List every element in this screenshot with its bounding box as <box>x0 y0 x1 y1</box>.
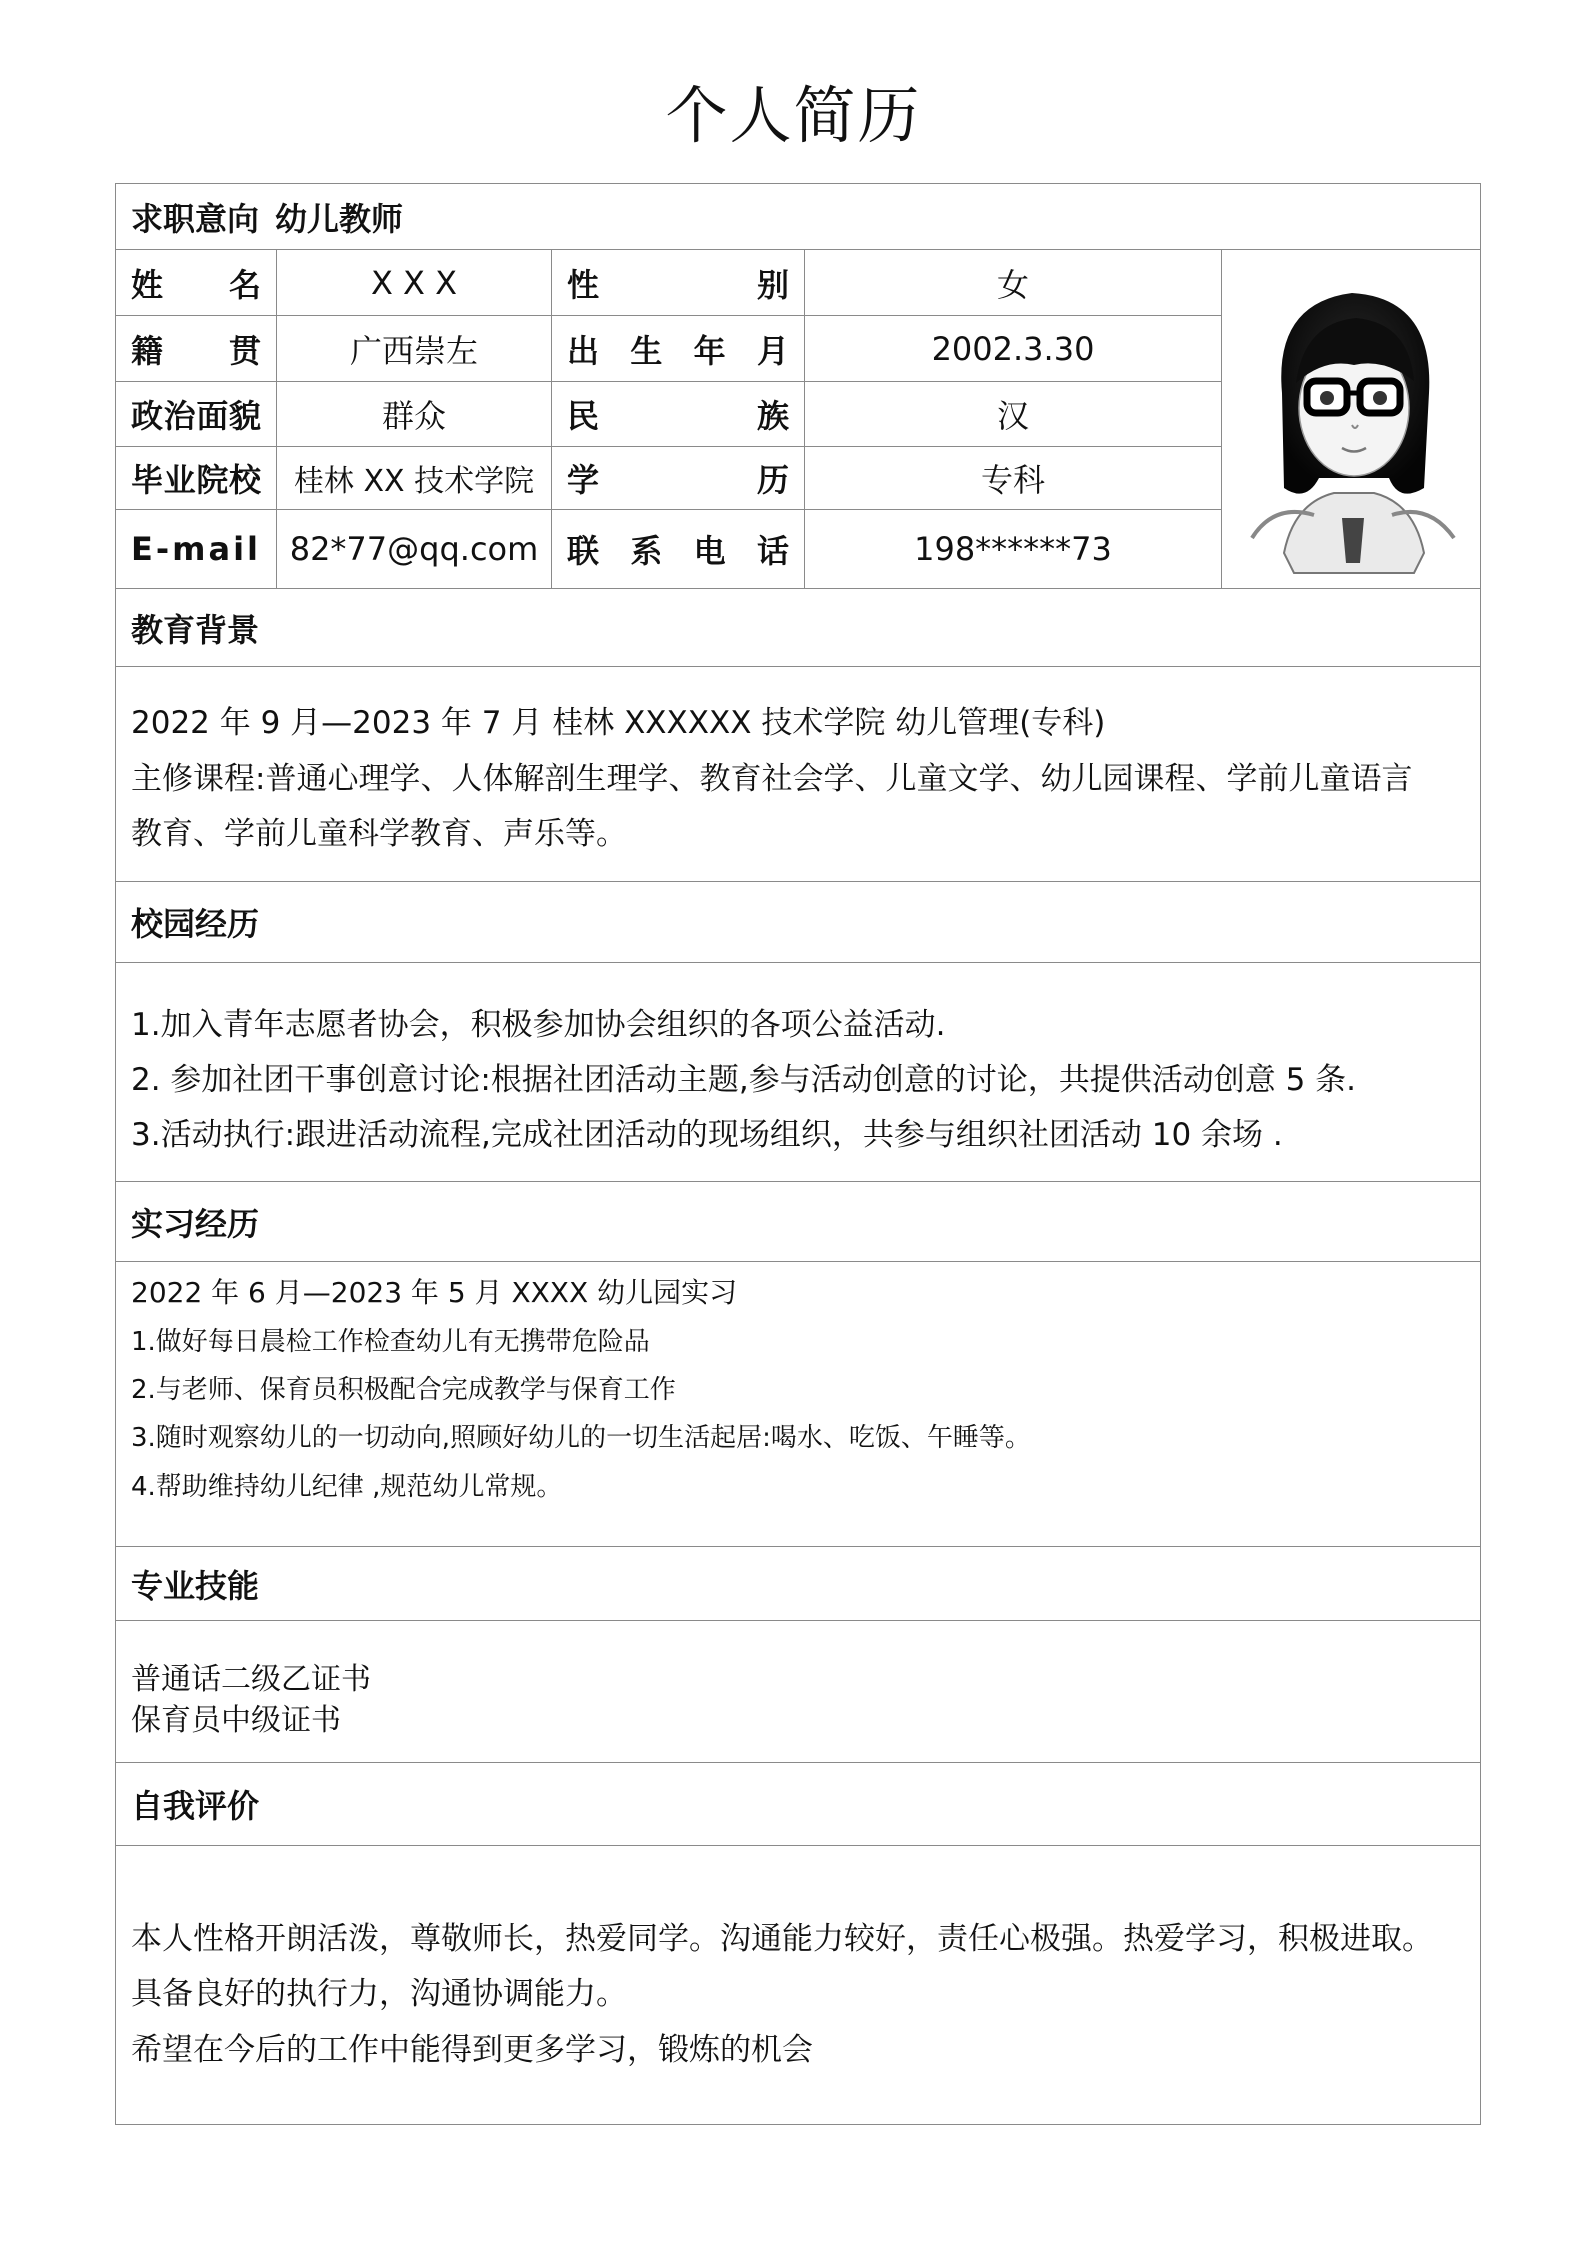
internship-line: 3.随时观察幼儿的一切动向,照顾好幼儿的一切生活起居:喝水、吃饭、午睡等。 <box>131 1423 1031 1453</box>
email-label: E-mail <box>131 530 262 568</box>
education-line: 教育、学前儿童科学教育、声乐等。 <box>131 816 627 852</box>
label-char: 政 <box>131 397 164 435</box>
gender-label <box>552 250 804 315</box>
label-char: 系 <box>630 532 663 570</box>
internship-line: 2.与老师、保育员积极配合完成教学与保育工作 <box>131 1375 676 1405</box>
divider <box>115 666 1481 667</box>
label-char: 别 <box>756 265 789 304</box>
label-char: 生 <box>630 331 663 370</box>
skills-heading: 专业技能 <box>131 1566 260 1605</box>
job-intent <box>131 184 403 249</box>
phone-label <box>552 510 804 588</box>
label-char: 民 <box>567 397 600 435</box>
divider <box>1221 249 1222 588</box>
cartoon-girl-icon <box>1224 253 1480 587</box>
label-char: 月 <box>756 331 789 370</box>
job-intent-label: 求职意向 <box>131 199 260 238</box>
school-value: 桂林 XX 技术学院 <box>293 464 535 499</box>
label-char: 貌 <box>228 397 261 435</box>
degree-label <box>552 447 804 509</box>
origin-value: 广西崇左 <box>349 331 478 370</box>
label-char: 姓 <box>131 265 164 304</box>
name-label <box>116 250 276 315</box>
internship-heading: 实习经历 <box>131 1204 260 1243</box>
label-char: 面 <box>196 397 229 435</box>
internship-line: 1.做好每日晨检工作检查幼儿有无携带危险品 <box>131 1327 650 1357</box>
campus-line: 1.加入青年志愿者协会，积极参加协会组织的各项公益活动. <box>131 1007 946 1043</box>
education-line: 2022 年 9 月—2023 年 7 月 桂林 XXXXXX 技术学院 幼儿管理(专科) <box>131 705 1106 741</box>
divider <box>115 1261 1481 1262</box>
internship-line: 4.帮助维持幼儿纪律 ,规范幼儿常规。 <box>131 1472 563 1502</box>
divider <box>115 881 1481 882</box>
label-char: 年 <box>693 331 726 370</box>
divider <box>115 1546 1481 1547</box>
evaluation-heading: 自我评价 <box>131 1787 260 1825</box>
divider <box>115 1845 1481 1846</box>
label-char: 性 <box>567 265 600 304</box>
divider <box>115 1762 1481 1763</box>
label-char: 籍 <box>131 331 164 370</box>
label-char: 业 <box>163 461 196 499</box>
label-char: 名 <box>228 265 261 304</box>
education-heading: 教育背景 <box>131 610 260 649</box>
label-char: 联 <box>567 532 600 570</box>
campus-line: 2. 参加社团干事创意讨论:根据社团活动主题,参与活动创意的讨论，共提供活动创意 5 条. <box>131 1062 1357 1098</box>
politics-value: 群众 <box>381 397 446 435</box>
job-intent-value: 幼儿教师 <box>275 199 404 238</box>
birth-value: 2002.3.30 <box>931 329 1095 368</box>
label-char: 贯 <box>228 331 261 370</box>
label-char: 电 <box>693 532 726 570</box>
label-char: 毕 <box>131 461 164 499</box>
name-value: X X X <box>370 263 458 302</box>
phone-value: 198******73 <box>914 530 1112 568</box>
evaluation-line: 本人性格开朗活泼，尊敬师长，热爱同学。沟通能力较好，责任心极强。热爱学习，积极进取。 <box>131 1921 1433 1957</box>
campus-heading: 校园经历 <box>131 905 260 943</box>
school-label <box>116 447 276 509</box>
evaluation-line: 具备良好的执行力，沟通协调能力。 <box>131 1976 627 2012</box>
label-char: 话 <box>756 532 789 570</box>
education-line: 主修课程:普通心理学、人体解剖生理学、教育社会学、儿童文学、幼儿园课程、学前儿童语言 <box>131 761 1413 797</box>
origin-label <box>116 316 276 381</box>
divider <box>115 1181 1481 1182</box>
ethnic-value: 汉 <box>996 397 1029 435</box>
label-char: 治 <box>163 397 196 435</box>
ethnic-label <box>552 382 804 446</box>
email-value: 82*77@qq.com <box>289 530 539 568</box>
label-char: 出 <box>567 331 600 370</box>
label-char: 校 <box>228 461 261 499</box>
campus-line: 3.活动执行:跟进活动流程,完成社团活动的现场组织，共参与组织社团活动 10 余场 . <box>131 1117 1283 1153</box>
page-title: 个人简历 <box>665 79 922 152</box>
skill-item: 普通话二级乙证书 <box>131 1662 371 1697</box>
skill-item: 保育员中级证书 <box>131 1703 341 1738</box>
evaluation-line: 希望在今后的工作中能得到更多学习，锻炼的机会 <box>131 2032 813 2068</box>
internship-period: 2022 年 6 月—2023 年 5 月 XXXX 幼儿园实习 <box>131 1276 738 1309</box>
divider <box>115 588 1481 589</box>
degree-value: 专科 <box>980 461 1045 499</box>
gender-value: 女 <box>996 265 1029 304</box>
label-char: 族 <box>756 397 789 435</box>
divider <box>115 962 1481 963</box>
divider <box>115 1620 1481 1621</box>
label-char: 历 <box>756 461 789 499</box>
label-char: 学 <box>567 461 600 499</box>
label-char: 院 <box>196 461 229 499</box>
profile-photo <box>1224 253 1480 587</box>
politics-label <box>116 382 276 446</box>
birth-label <box>552 316 804 381</box>
